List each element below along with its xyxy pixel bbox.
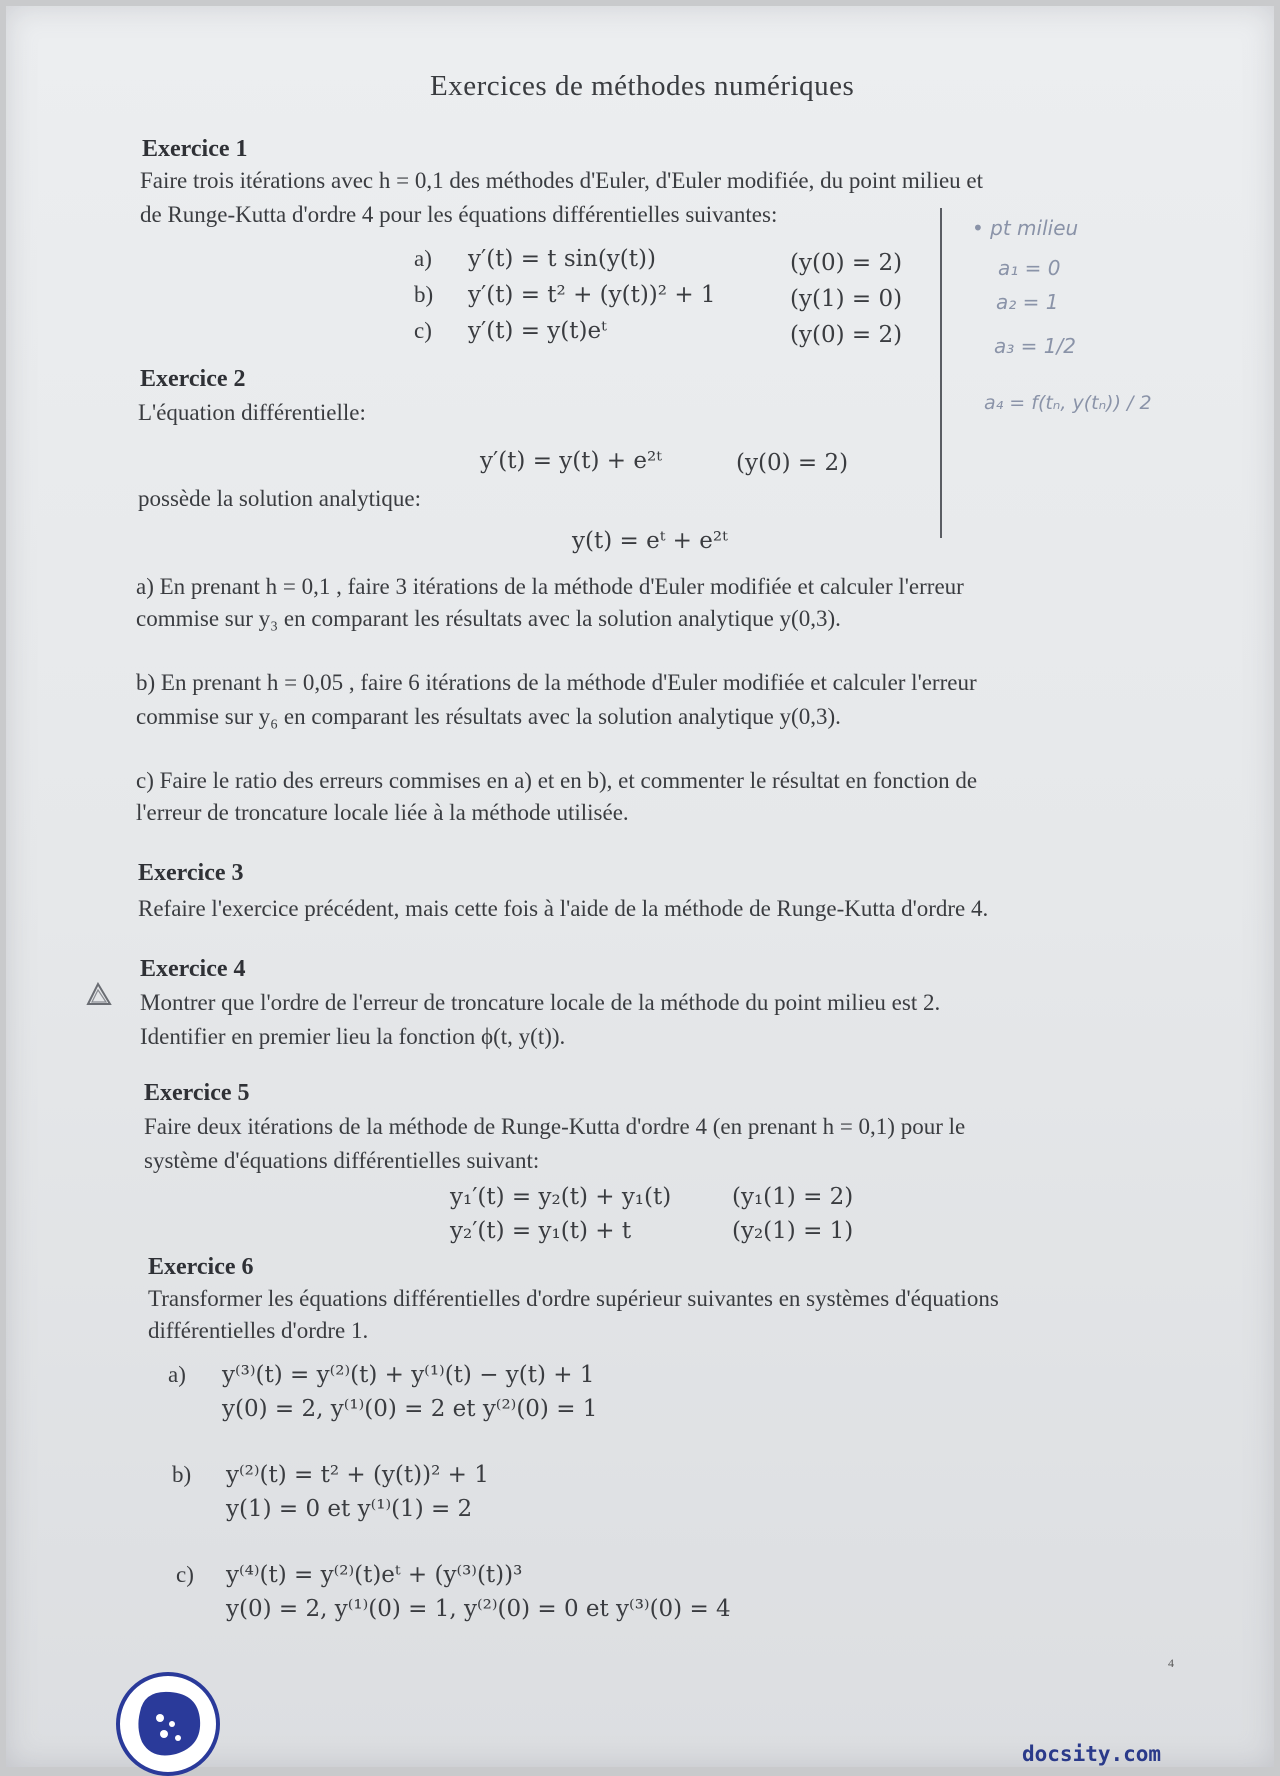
handwritten-note-a1: a₁ = 0 [998,256,1061,280]
exercise-1-item-a-label: a) [414,246,432,271]
exercise-6-item-c-equation: y⁽⁴⁾(t) = y⁽²⁾(t)eᵗ + (y⁽³⁾(t))³ [226,1562,523,1588]
exercise-5-heading: Exercice 5 [144,1080,250,1106]
exercise-6-item-a-label: a) [168,1362,186,1387]
exercise-6-text-line-1: Transformer les équations différentielles d'ordre supérieur suivantes en systèmes d'équations [148,1286,999,1311]
exercise-2-part-a-line-1: a) En prenant h = 0,1 , faire 3 itérations de la méthode d'Euler modifiée et calculer l'erreur [136,574,964,599]
exercise-1-item-b-condition: (y(1) = 0) [790,286,903,312]
exercise-2-equation: y′(t) = y(t) + e²ᵗ [480,448,662,474]
handwritten-note-title: • pt milieu [972,216,1079,240]
exercise-6-item-b-equation: y⁽²⁾(t) = t² + (y(t))² + 1 [226,1462,489,1488]
exercise-6-text-line-2: différentielles d'ordre 1. [148,1318,369,1343]
exercise-6-item-a-conditions: y(0) = 2, y⁽¹⁾(0) = 2 et y⁽²⁾(0) = 1 [222,1396,598,1422]
exercise-1-item-a-equation: y′(t) = t sin(y(t)) [468,246,656,272]
exercise-1-item-c-equation: y′(t) = y(t)eᵗ [468,318,607,344]
exercise-1-heading: Exercice 1 [142,136,248,162]
exercise-3-heading: Exercice 3 [138,860,244,886]
page-number: 4 [1168,1656,1174,1670]
handwritten-note-a2: a₂ = 1 [996,290,1059,314]
margin-divider-line [940,208,942,538]
exercise-1-item-a-condition: (y(0) = 2) [790,250,903,276]
exercise-6-item-b-conditions: y(1) = 0 et y⁽¹⁾(1) = 2 [226,1496,473,1522]
exercise-6-item-c-label: c) [176,1562,194,1587]
exercise-2-part-c-line-1: c) Faire le ratio des erreurs commises en a) et en b), et commenter le résultat en fonction de [136,768,978,793]
exercise-1-item-b-equation: y′(t) = t² + (y(t))² + 1 [468,282,716,308]
exercise-4-text-line-1: Montrer que l'ordre de l'erreur de troncature locale de la méthode du point milieu est 2. [140,990,941,1015]
exercise-2-equation-condition: (y(0) = 2) [736,450,849,476]
exercise-1-item-c-label: c) [414,318,432,343]
exercise-4-heading: Exercice 4 [140,956,246,982]
docsity-logo-icon [116,1672,220,1776]
exercise-2-part-c-line-2: l'erreur de troncature locale liée à la méthode utilisée. [136,800,629,825]
exercise-2-heading: Exercice 2 [140,366,246,392]
handwritten-note-a4: a₄ = f(tₙ, y(tₙ)) / 2 [984,392,1152,414]
exercise-3-text: Refaire l'exercice précédent, mais cette fois à l'aide de la méthode de Runge-Kutta d'ordre 4. [138,896,989,921]
exercise-4-text-line-2: Identifier en premier lieu la fonction ϕ(t, y(t)). [140,1024,566,1049]
exercise-1-item-c-condition: (y(0) = 2) [790,322,903,348]
docsity-watermark[interactable]: docsity.com [1022,1742,1162,1766]
exercise-6-heading: Exercice 6 [148,1254,254,1280]
warning-triangle-icon [84,982,114,1008]
exercise-1-item-b-label: b) [414,282,434,307]
exercise-5-text-line-2: système d'équations différentielles suivant: [144,1148,540,1173]
exercise-6-item-c-conditions: y(0) = 2, y⁽¹⁾(0) = 1, y⁽²⁾(0) = 0 et y⁽³⁾(0) = 4 [226,1596,731,1622]
exercise-2-part-b-line-1: b) En prenant h = 0,05 , faire 6 itérations de la méthode d'Euler modifiée et calculer l'erreur [136,670,977,695]
exercise-6-item-a-equation: y⁽³⁾(t) = y⁽²⁾(t) + y⁽¹⁾(t) − y(t) + 1 [222,1362,595,1388]
exercise-2-part-b-line-2: commise sur y₆ en comparant les résultats avec la solution analytique y(0,3). [136,704,841,729]
page-title: Exercices de méthodes numériques [430,70,855,102]
exercise-5-equation-2: y₂′(t) = y₁(t) + t [450,1218,632,1244]
exercise-5-condition-1: (y₁(1) = 2) [732,1184,854,1210]
exercise-5-condition-2: (y₂(1) = 1) [732,1218,854,1244]
exercise-2-solution: y(t) = eᵗ + e²ᵗ [572,528,728,554]
exercise-2-intro: L'équation différentielle: [138,400,366,425]
exercise-5-equation-1: y₁′(t) = y₂(t) + y₁(t) [450,1184,672,1210]
exercise-1-text-line-2: de Runge-Kutta d'ordre 4 pour les équations différentielles suivantes: [140,202,778,227]
exercise-2-part-a-line-2: commise sur y₃ en comparant les résultats avec la solution analytique y(0,3). [136,606,841,631]
exercise-2-solution-intro: possède la solution analytique: [138,486,421,511]
exercise-1-text-line-1: Faire trois itérations avec h = 0,1 des méthodes d'Euler, d'Euler modifiée, du point milieu et [140,168,984,193]
exercise-6-item-b-label: b) [172,1462,192,1487]
handwritten-note-a3: a₃ = 1/2 [994,334,1076,358]
exercise-5-text-line-1: Faire deux itérations de la méthode de Runge-Kutta d'ordre 4 (en prenant h = 0,1) pour le [144,1114,966,1139]
